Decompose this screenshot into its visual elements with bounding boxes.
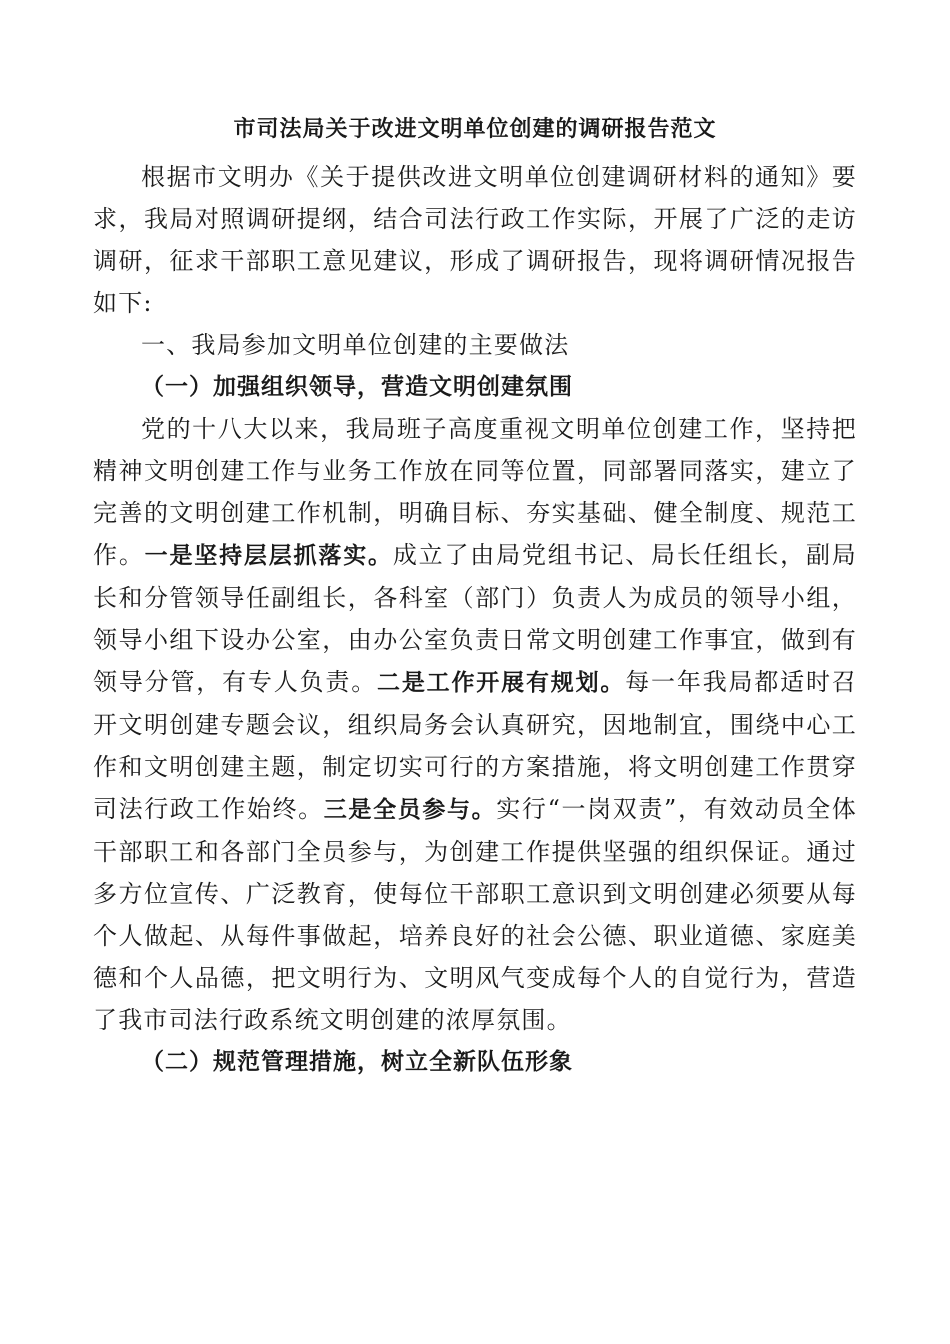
intro-paragraph: 根据市文明办《关于提供改进文明单位创建调研材料的通知》要求，我局对照调研提纲，结合司法行政工作实际，开展了广泛的走访调研，征求干部职工意见建议，形成了调研报告，现将调研情况报告如下: [93,163,857,317]
bold-point-2: 二是工作开展有规划。 [377,670,626,696]
body-text-part-1: 党的十八大以来，我局班子高度重视文明单位创建工作，坚持把精神文明创建工作与业务工作放在同等位置，同部署同落实，建立了完善的文明创建工作机制，明确目标、夯实基础、健全制度、规范工作。 [93,415,857,569]
body-text-part-4: 实行“一岗双责”，有效动员全体干部职工和各部门全员参与，为创建工作提供坚强的组织保证。通过多方位宣传、广泛教育，使每位干部职工意识到文明创建必须要从每个人做起、从每件事做起，培养良好的社会公德、职业道德、家庭美德和个人品德，把文明行为、文明风气变成每个人的自觉行为，营造了我市司法行政系统文明创建的浓厚氛围。 [93,795,857,1034]
bold-point-3: 三是全员参与。 [323,797,497,823]
document-title: 市司法局关于改进文明单位创建的调研报告范文 [233,117,717,142]
section-heading-1: 一、我局参加文明单位创建的主要做法 [141,331,570,359]
body-text-part-3: 每一年我局都适时召开文明创建专题会议，组织局务会认真研究，因地制宜，围绕中心工作和文明创建主题，制定切实可行的方案措施，将文明创建工作贯穿司法行政工作始终。 [93,668,857,823]
bold-point-1: 一是坚持层层抓落实。 [144,543,393,569]
subsection-heading-1: （一）加强组织领导，营造文明创建氛围 [141,374,573,400]
body-paragraph-1 [93,408,857,1041]
body-text-part-2: 成立了由局党组书记、局长任组长，副局长和分管领导任副组长，各科室（部门）负责人为成员的领导小组，领导小组下设办公室，由办公室负责日常文明创建工作事宜，做到有领导分管，有专人负责。 [93,541,857,696]
subsection-heading-2: （二）规范管理措施，树立全新队伍形象 [141,1049,573,1075]
document-page [93,110,857,1083]
